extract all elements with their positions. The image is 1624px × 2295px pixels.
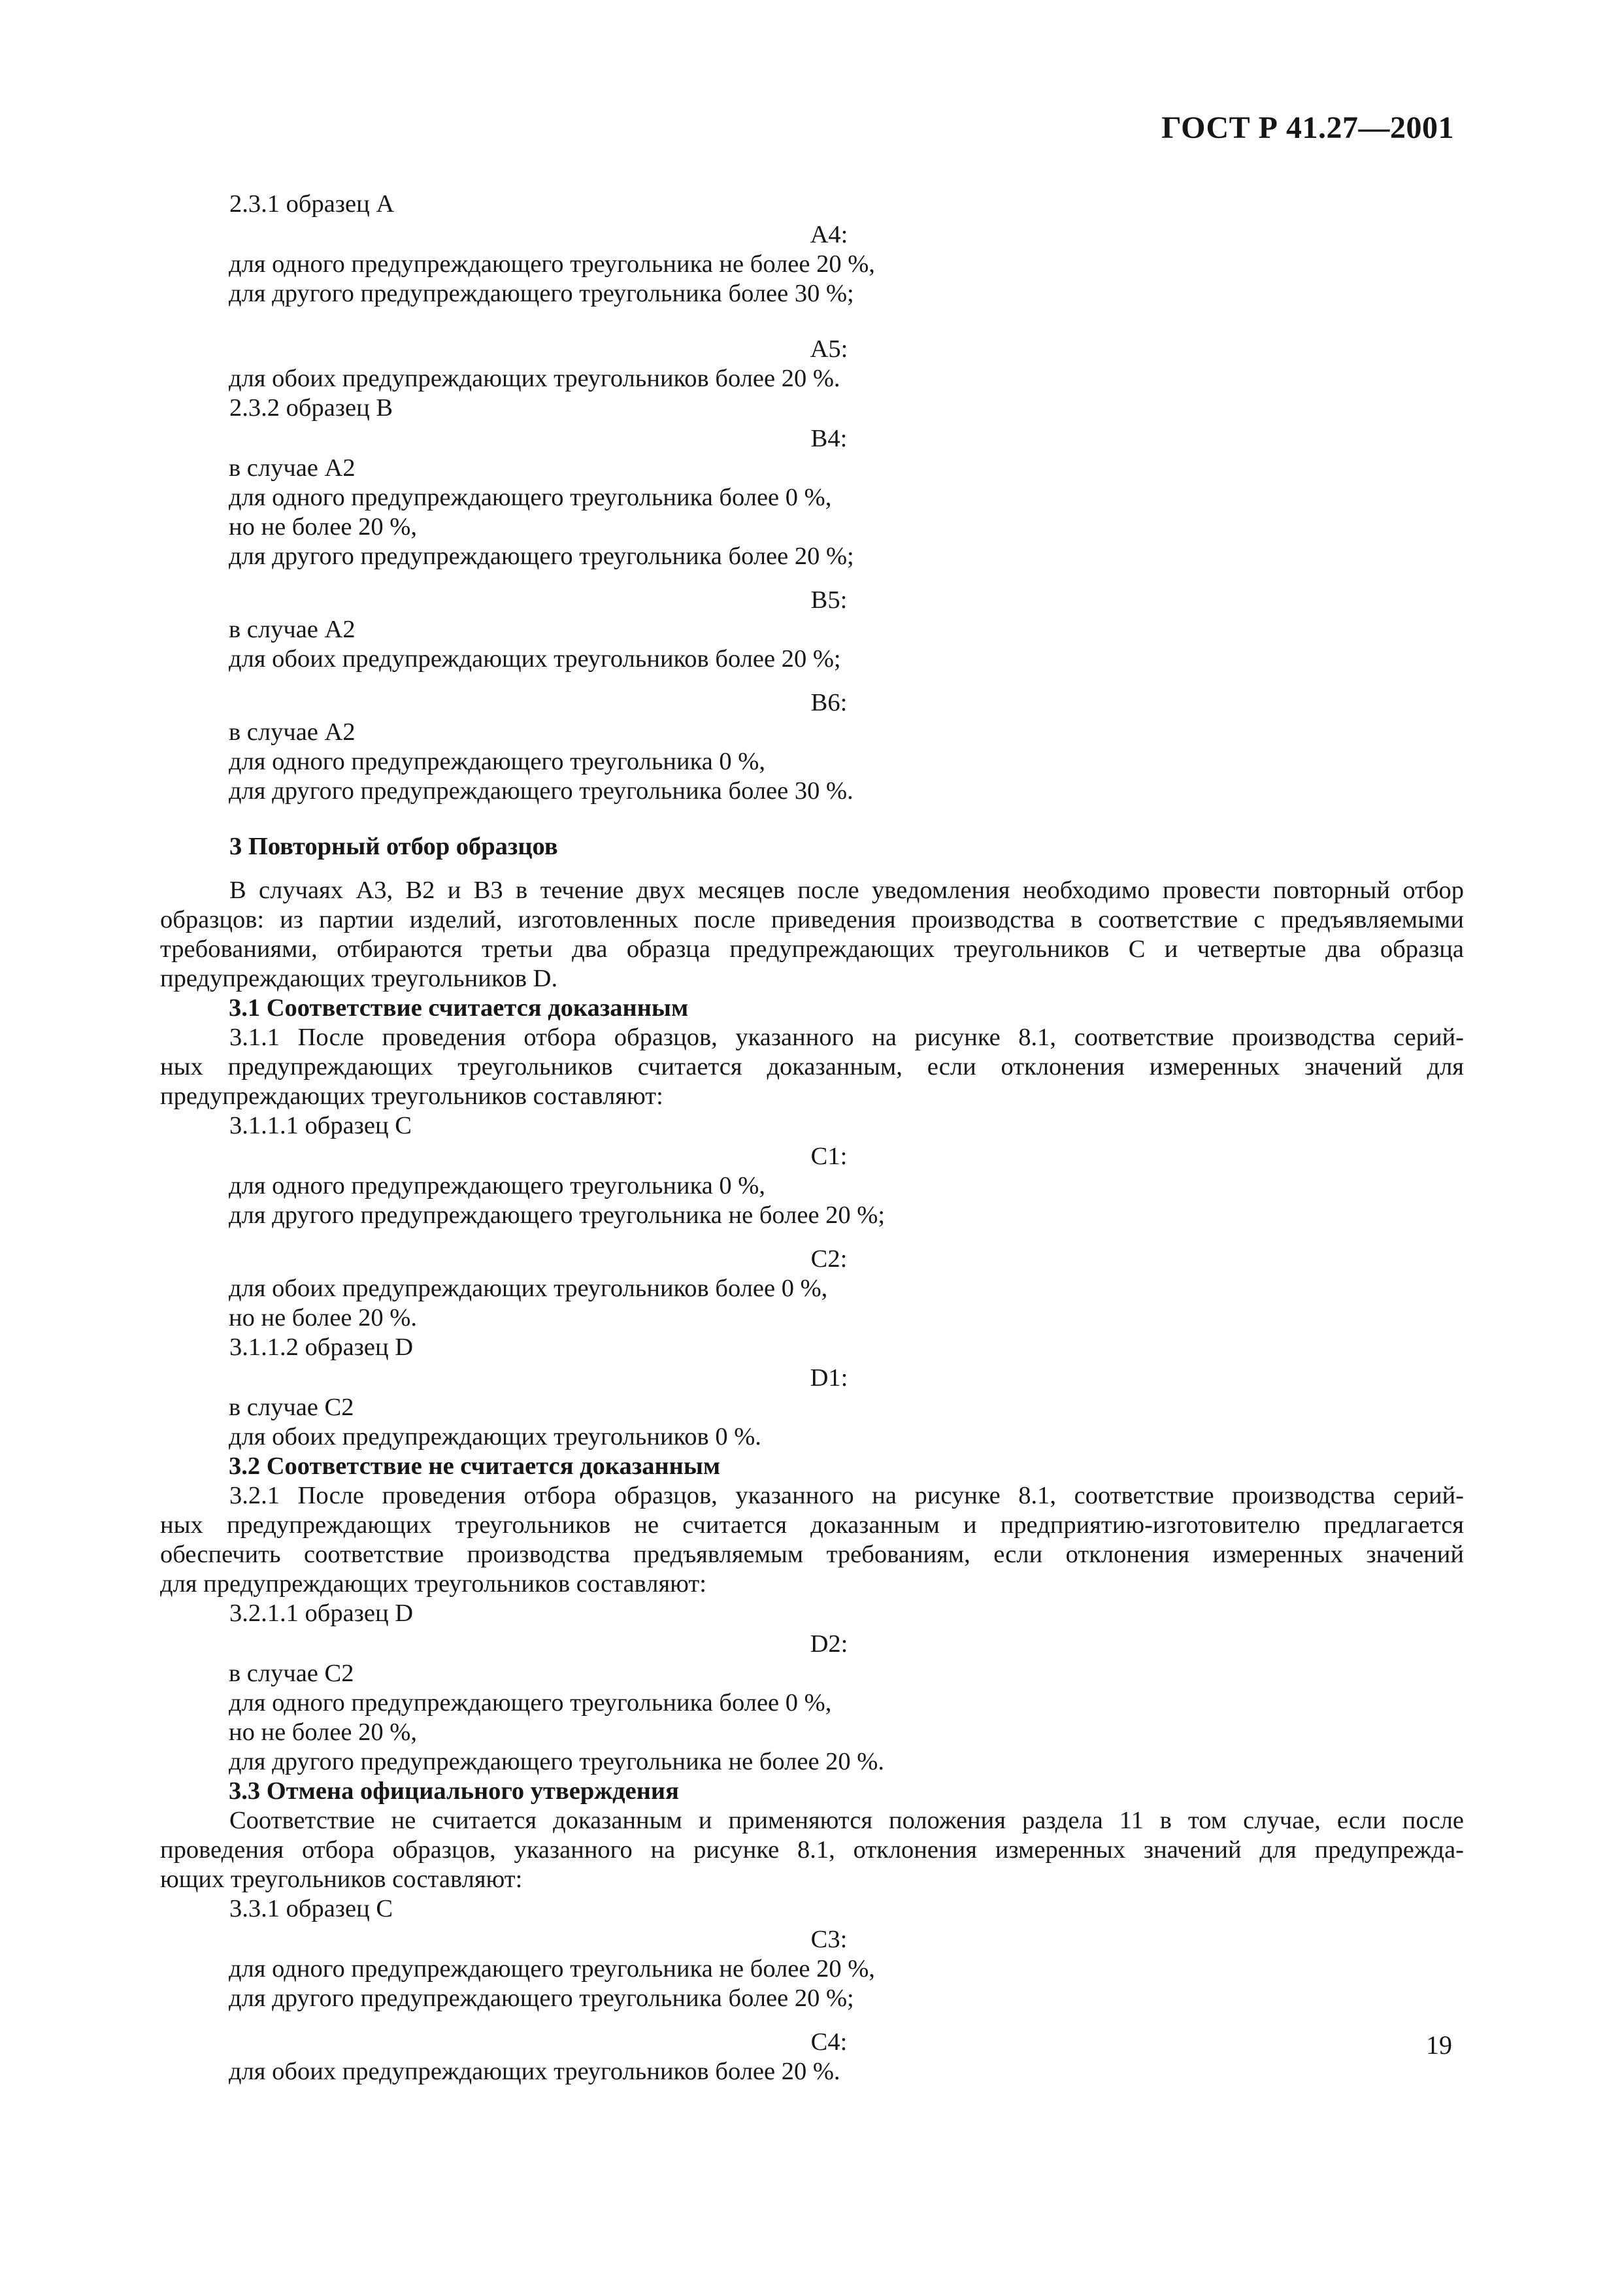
text-line: для одного предупреждающего треугольника более 0 %, — [229, 484, 832, 511]
case-label-b5: В5: — [810, 586, 848, 614]
text-line: для одного предупреждающего треугольника не более 20 %, — [229, 1955, 875, 1983]
clause-3-2-1-1-title: 3.2.1.1 образец D — [229, 1600, 414, 1627]
case-label-c1: С1: — [810, 1143, 848, 1170]
paragraph-line: обеспечить соответствие производства предъявляемым требованиям, если отклонения измеренных значений — [160, 1541, 1464, 1568]
paragraph-line: предупреждающих треугольников D. — [160, 965, 558, 992]
section-3-1-heading: 3.1 Соответствие считается доказанным — [229, 994, 689, 1022]
case-label-b4: В4: — [810, 425, 848, 452]
case-label-a4: А4: — [810, 221, 848, 248]
clause-3-1-1-1-title: 3.1.1.1 образец С — [229, 1112, 412, 1139]
text-line: в случае А2 — [229, 616, 356, 643]
paragraph-line: требованиями, отбираются третьи два образца предупреждающих треугольников С и четвертые два образца — [160, 935, 1464, 963]
case-label-c3: С3: — [810, 1926, 848, 1953]
text-line: для другого предупреждающего треугольника более 20 %; — [229, 1985, 854, 2012]
clause-3-3-1-title: 3.3.1 образец С — [229, 1895, 393, 1922]
text-line: для одного предупреждающего треугольника 0 %, — [229, 1172, 766, 1199]
clause-3-1-1-2-title: 3.1.1.2 образец D — [229, 1333, 414, 1361]
case-label-b6: В6: — [810, 689, 848, 716]
paragraph-line: Соответствие не считается доказанным и применяются положения раздела 11 в том случае, если после — [229, 1807, 1464, 1834]
paragraph-line: проведения отбора образцов, указанного на рисунке 8.1, отклонения измеренных значений для предупрежда- — [160, 1836, 1464, 1864]
case-label-d1: D1: — [810, 1364, 848, 1392]
text-line: для обоих предупреждающих треугольников 0 %. — [229, 1423, 761, 1450]
paragraph-line: предупреждающих треугольников составляют: — [160, 1082, 663, 1110]
paragraph-line: В случаях А3, В2 и В3 в течение двух месяцев после уведомления необходимо провести повторный отбор — [229, 877, 1464, 904]
text-line: для другого предупреждающего треугольника не более 20 %; — [229, 1201, 886, 1229]
text-line: для обоих предупреждающих треугольников более 20 %; — [229, 645, 841, 673]
paragraph-line: для предупреждающих треугольников составляют: — [160, 1570, 706, 1598]
text-line: для одного предупреждающего треугольника не более 20 %, — [229, 250, 875, 278]
clause-2-3-1-title: 2.3.1 образец А — [229, 190, 395, 218]
clause-2-3-2-title: 2.3.2 образец В — [229, 394, 393, 422]
document-body — [160, 190, 1464, 2086]
text-line: для одного предупреждающего треугольника 0 %, — [229, 748, 766, 775]
text-line: в случае С2 — [229, 1660, 354, 1687]
text-line: но не более 20 %, — [229, 513, 417, 541]
text-line: для другого предупреждающего треугольника более 30 %. — [229, 777, 853, 805]
paragraph-line: ных предупреждающих треугольников считается доказанным, если отклонения измеренных значений для — [160, 1053, 1464, 1080]
text-line: но не более 20 %. — [229, 1304, 417, 1332]
paragraph-line: ных предупреждающих треугольников не считается доказанным и предприятию-изготовителю предлагается — [160, 1511, 1464, 1539]
page-number: 19 — [1426, 2030, 1452, 2060]
section-3-heading: 3 Повторный отбор образцов — [229, 833, 558, 860]
section-3-3-heading: 3.3 Отмена официального утверждения — [229, 1777, 679, 1805]
section-3-2-heading: 3.2 Соответствие не считается доказанным — [229, 1452, 721, 1480]
text-line: но не более 20 %, — [229, 1718, 417, 1746]
text-line: в случае С2 — [229, 1394, 354, 1421]
text-line: для одного предупреждающего треугольника более 0 %, — [229, 1689, 832, 1717]
paragraph-line: ющих треугольников составляют: — [160, 1866, 523, 1893]
text-line: для обоих предупреждающих треугольников более 20 %. — [229, 365, 840, 392]
text-line: в случае А2 — [229, 454, 356, 482]
document-code: ГОСТ Р 41.27—2001 — [1161, 110, 1454, 145]
case-label-a5: А5: — [810, 335, 848, 363]
case-label-c4: С4: — [810, 2028, 848, 2056]
text-line: для обоих предупреждающих треугольников более 20 %. — [229, 2058, 840, 2085]
text-line: для обоих предупреждающих треугольников более 0 %, — [229, 1275, 828, 1302]
text-line: в случае А2 — [229, 718, 356, 746]
text-line: для другого предупреждающего треугольника более 20 %; — [229, 543, 854, 570]
text-line: для другого предупреждающего треугольника более 30 %; — [229, 280, 854, 307]
paragraph-line: 3.2.1 После проведения отбора образцов, указанного на рисунке 8.1, соответствие производства серий- — [229, 1482, 1464, 1509]
paragraph-line: образцов: из партии изделий, изготовленных после приведения производства в соответствие с предъявляемыми — [160, 906, 1464, 933]
case-label-d2: D2: — [810, 1630, 848, 1658]
paragraph-line: 3.1.1 После проведения отбора образцов, указанного на рисунке 8.1, соответствие производства серий- — [229, 1024, 1464, 1051]
text-line: для другого предупреждающего треугольника не более 20 %. — [229, 1748, 884, 1775]
case-label-c2: С2: — [810, 1245, 848, 1273]
